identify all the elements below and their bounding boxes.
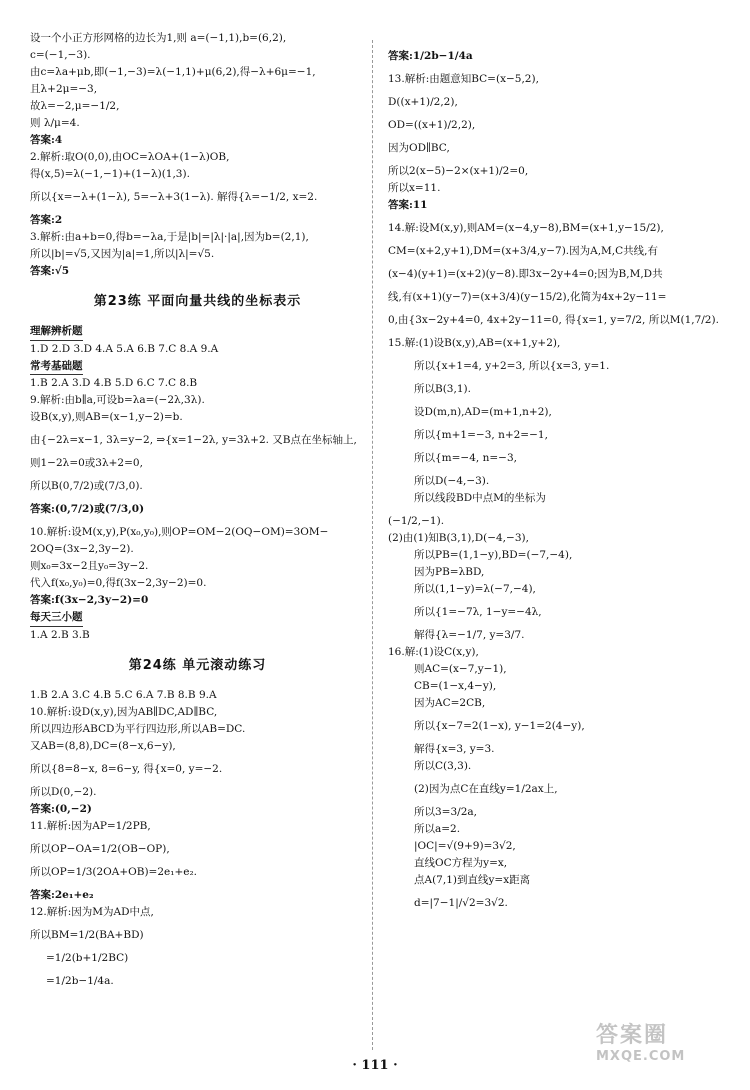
text-line: 2OQ=(3x−2,3y−2). <box>30 543 134 556</box>
text-line: 0,由{3x−2y+4=0, 4x+2y−11=0, 得{x=1, y=7/2, 所以M(1,7/2). <box>388 314 719 326</box>
text-line: 解得{x=3, y=3. <box>414 743 495 755</box>
text-line: 故λ=−2,μ=−1/2, <box>30 100 120 112</box>
text-line: 则1−2λ=0或3λ+2=0, <box>30 457 143 470</box>
text-line: 所以OP=1/3(2OA+OB)=2e₁+e₂. <box>30 865 198 878</box>
text-line: 2.解析:取O(0,0),由OC=λOA+(1−λ)OB, <box>30 151 230 163</box>
text-line: 所以x=11. <box>388 182 441 194</box>
answer-line: 答案:(0,7/2)或(7/3,0) <box>30 503 145 516</box>
text-line: 所以B(0,7/2)或(7/3,0). <box>30 480 143 493</box>
text-line: (x−4)(y+1)=(x+2)(y−8).即3x−2y+4=0;因为B,M,D共 <box>388 268 663 280</box>
text-line: 则AC=(x−7,y−1), <box>414 663 507 675</box>
text-line: 因为PB=λBD, <box>414 566 485 578</box>
text-line: 所以线段BD中点M的坐标为 <box>414 492 546 504</box>
text-line: 所以{m=−4, n=−3, <box>414 452 517 464</box>
watermark-url: MXQE.COM <box>596 1049 686 1064</box>
text-line: 代入f(x₀,y₀)=0,得f(3x−2,3y−2)=0. <box>30 577 207 590</box>
text-line: 所以BM=1/2(BA+BD) <box>30 928 144 941</box>
text-line: 且λ+2μ=−3, <box>30 83 98 95</box>
text-line: 设B(x,y),则AB=(x−1,y−2)=b. <box>30 411 183 424</box>
left-column <box>30 0 365 990</box>
text-line: 所以{x−7=2(1−x), y−1=2(4−y), <box>414 720 585 732</box>
text-line: 线,有(x+1)(y−7)=(x+3/4)(y−15/2),化简为4x+2y−11= <box>388 291 667 303</box>
text-line: c=(−1,−3). <box>30 49 91 61</box>
text-line: 解得{λ=−1/7, y=3/7. <box>414 629 525 641</box>
text-line: 所以B(3,1). <box>414 383 471 395</box>
text-line: 12.解析:因为M为AD中点, <box>30 905 154 918</box>
answer-line: 答案:√5 <box>30 265 70 277</box>
section-title: 第24练 单元滚动练习 <box>128 658 267 674</box>
answer-line: 答案:f(3x−2,3y−2)=0 <box>30 594 149 607</box>
right-column <box>388 0 720 912</box>
text-line: 13.解析:由题意知BC=(x−5,2), <box>388 73 539 85</box>
text-line: |OC|=√(9+9)=3√2, <box>414 840 516 852</box>
text-line: =1/2b−1/4a. <box>46 974 114 987</box>
text-line: 15.解:(1)设B(x,y),AB=(x+1,y+2), <box>388 337 561 349</box>
text-line: 所以{x=−λ+(1−λ), 5=−λ+3(1−λ). 解得{λ=−1/2, x=2. <box>30 191 318 203</box>
text-line: 因为OD∥BC, <box>388 142 450 154</box>
text-line: 11.解析:因为AP=1/2PB, <box>30 819 151 832</box>
text-line: (−1/2,−1). <box>388 515 445 527</box>
text-line: 所以{m+1=−3, n+2=−1, <box>414 429 548 441</box>
text-line: CB=(1−x,4−y), <box>414 680 497 692</box>
answer-line: 答案:11 <box>388 199 428 211</box>
watermark-logo <box>596 1018 736 1080</box>
text-line: 直线OC方程为y=x, <box>414 857 508 869</box>
text-line: 所以C(3,3). <box>414 760 472 772</box>
watermark-logo-text: 答案圈 <box>596 1023 669 1048</box>
text-line: 3.解析:由a+b=0,得b=−λa,于是|b|=|λ|·|a|,因为b=(2,1), <box>30 231 309 243</box>
text-line: 所以|b|=√5,又因为|a|=1,所以|λ|=√5. <box>30 248 215 260</box>
section-title: 第23练 平面向量共线的坐标表示 <box>93 294 302 309</box>
text-line: CM=(x+2,y+1),DM=(x+3/4,y−7).因为A,M,C共线,有 <box>388 245 659 257</box>
text-line: D((x+1)/2,2), <box>388 96 458 108</box>
text-line: 所以{8=8−x, 8=6−y, 得{x=0, y=−2. <box>30 762 223 775</box>
text-line: 10.解析:设D(x,y),因为AB∥DC,AD∥BC, <box>30 705 218 718</box>
text-line: 点A(7,1)到直线y=x距离 <box>414 874 531 886</box>
text-line: 所以D(0,−2). <box>30 785 97 798</box>
text-line: d=|7−1|/√2=3√2. <box>414 897 508 909</box>
text-line: 因为AC=2CB, <box>414 697 486 709</box>
text-line: (2)由(1)知B(3,1),D(−4,−3), <box>388 532 529 544</box>
text-line: 9.解析:由b∥a,可设b=λa=(−2λ,3λ). <box>30 394 205 407</box>
text-line: 所以a=2. <box>414 823 461 835</box>
text-line: 又AB=(8,8),DC=(8−x,6−y), <box>30 739 176 752</box>
text-line: 所以3=3/2a, <box>414 806 477 818</box>
text-line: 所以{1=−7λ, 1−y=−4λ, <box>414 606 542 618</box>
column-divider <box>372 40 373 1050</box>
subsection-title: 理解辨析题 <box>30 323 83 341</box>
answer-line: 答案:1/2b−1/4a <box>388 50 473 62</box>
answer-line: 答案:4 <box>30 134 63 146</box>
text-line: 1.B 2.A 3.C 4.B 5.C 6.A 7.B 8.B 9.A <box>30 688 217 701</box>
answer-line: 答案:(0,−2) <box>30 802 92 815</box>
subsection-title: 常考基础题 <box>30 358 83 376</box>
answer-line: 答案:2e₁+e₂ <box>30 888 94 901</box>
answer-line: 答案:2 <box>30 214 63 226</box>
text-line: 1.A 2.B 3.B <box>30 629 90 642</box>
text-line: 16.解:(1)设C(x,y), <box>388 646 479 658</box>
text-line: 所以D(−4,−3). <box>414 475 490 487</box>
text-line: 设D(m,n),AD=(m+1,n+2), <box>414 406 552 418</box>
text-line: 10.解析:设M(x,y),P(x₀,y₀),则OP=OM−2(OQ−OM)=3OM− <box>30 526 329 539</box>
text-line: 由c=λa+μb,即(−1,−3)=λ(−1,1)+μ(6,2),得−λ+6μ=−1, <box>30 66 316 78</box>
page-number: · 111 · <box>352 1058 398 1073</box>
text-line: 14.解:设M(x,y),则AM=(x−4,y−8),BM=(x+1,y−15/2), <box>388 222 664 234</box>
text-line: 所以2(x−5)−2×(x+1)/2=0, <box>388 165 529 177</box>
text-line: (2)因为点C在直线y=1/2ax上, <box>414 783 558 795</box>
text-line: =1/2(b+1/2BC) <box>46 951 129 964</box>
text-line: 1.D 2.D 3.D 4.A 5.A 6.B 7.C 8.A 9.A <box>30 342 219 355</box>
text-line: 1.B 2.A 3.D 4.B 5.D 6.C 7.C 8.B <box>30 377 198 390</box>
text-line: OD=((x+1)/2,2), <box>388 119 476 131</box>
text-line: 由{−2λ=x−1, 3λ=y−2, ⇒{x=1−2λ, y=3λ+2. 又B点在坐标轴上, <box>30 434 357 447</box>
text-line: 所以四边形ABCD为平行四边形,所以AB=DC. <box>30 722 246 735</box>
text-line: 设一个小正方形网格的边长为1,则 a=(−1,1),b=(6,2), <box>30 32 287 44</box>
text-line: 得(x,5)=λ(−1,−1)+(1−λ)(1,3). <box>30 168 190 180</box>
text-line: 所以(1,1−y)=λ(−7,−4), <box>414 583 536 595</box>
text-line: 则x₀=3x−2且y₀=3y−2. <box>30 560 149 573</box>
text-line: 所以OP−OA=1/2(OB−OP), <box>30 842 170 855</box>
text-line: 所以{x+1=4, y+2=3, 所以{x=3, y=1. <box>414 360 610 372</box>
text-line: 则 λ/μ=4. <box>30 117 80 129</box>
subsection-title: 每天三小题 <box>30 609 83 627</box>
text-line: 所以PB=(1,1−y),BD=(−7,−4), <box>414 549 573 561</box>
